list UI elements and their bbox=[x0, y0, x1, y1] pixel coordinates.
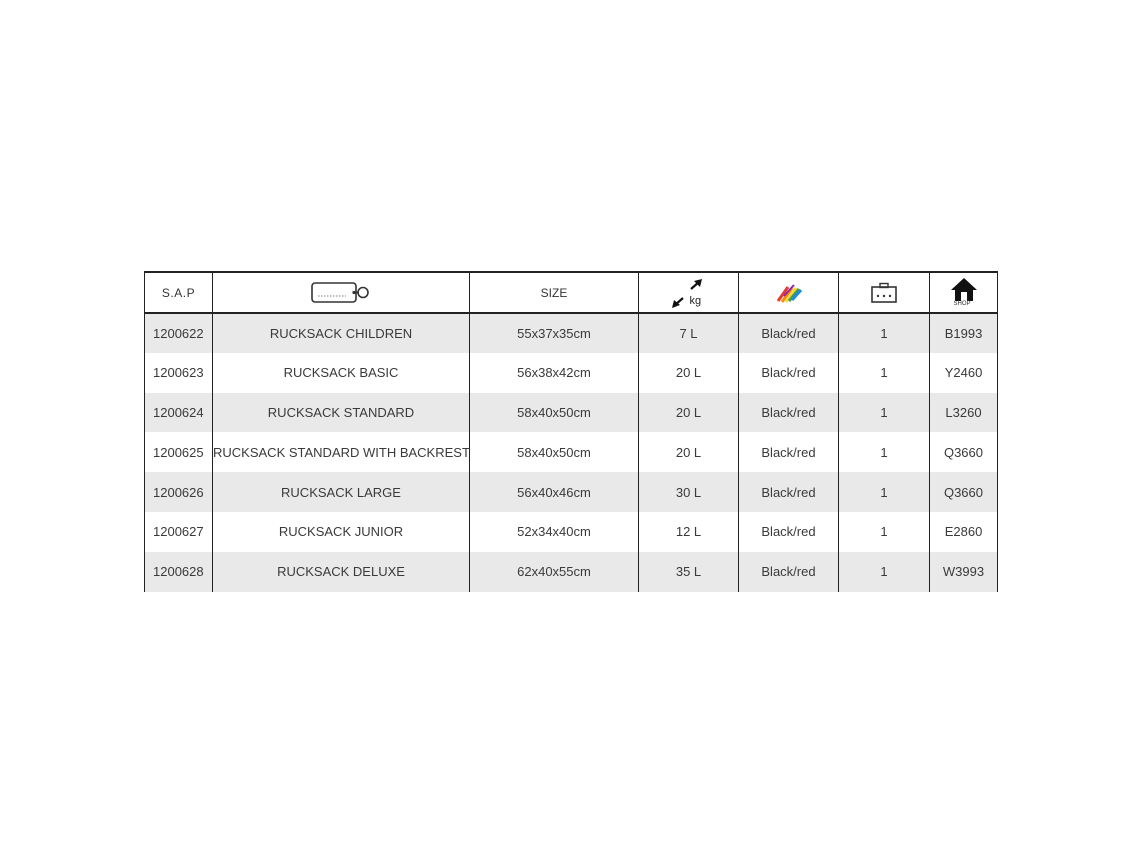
quantity-cell: 1 bbox=[839, 393, 930, 433]
product-name-cell: RUCKSACK DELUXE bbox=[213, 552, 470, 592]
sap-cell: 1200627 bbox=[145, 512, 213, 552]
size-cell: 58x40x50cm bbox=[470, 432, 639, 472]
shop-house-icon bbox=[950, 276, 978, 310]
header-quantity bbox=[839, 272, 930, 313]
table-row bbox=[145, 432, 998, 472]
size-cell: 62x40x55cm bbox=[470, 552, 639, 592]
quantity-cell: 1 bbox=[839, 432, 930, 472]
table-row bbox=[145, 472, 998, 512]
table-header-row bbox=[145, 272, 998, 313]
color-cell: Black/red bbox=[739, 432, 839, 472]
size-cell: 56x38x42cm bbox=[470, 353, 639, 393]
quantity-cell: 1 bbox=[839, 472, 930, 512]
color-cell: Black/red bbox=[739, 552, 839, 592]
color-cell: Black/red bbox=[739, 313, 839, 353]
table-row bbox=[145, 552, 998, 592]
box-package-icon bbox=[870, 282, 898, 304]
table-row bbox=[145, 512, 998, 552]
tag-label-icon bbox=[310, 280, 372, 306]
quantity-cell: 1 bbox=[839, 512, 930, 552]
sap-cell: 1200622 bbox=[145, 313, 213, 353]
volume-cell: 20 L bbox=[639, 353, 739, 393]
reference-cell: W3993 bbox=[930, 552, 998, 592]
header-shop bbox=[930, 272, 998, 313]
product-table bbox=[144, 271, 998, 592]
sap-cell: 1200623 bbox=[145, 353, 213, 393]
table-row bbox=[145, 393, 998, 433]
header-volume bbox=[639, 272, 739, 313]
table-body bbox=[145, 313, 998, 592]
reference-cell: L3260 bbox=[930, 393, 998, 433]
reference-cell: Q3660 bbox=[930, 472, 998, 512]
size-cell: 52x34x40cm bbox=[470, 512, 639, 552]
product-name-cell: RUCKSACK STANDARD WITH BACKREST bbox=[213, 432, 470, 472]
product-name-cell: RUCKSACK CHILDREN bbox=[213, 313, 470, 353]
size-cell: 56x40x46cm bbox=[470, 472, 639, 512]
volume-unit-label: kg bbox=[689, 294, 702, 307]
reference-cell: E2860 bbox=[930, 512, 998, 552]
header-size: SIZE bbox=[470, 272, 639, 313]
sap-cell: 1200625 bbox=[145, 432, 213, 472]
volume-cell: 12 L bbox=[639, 512, 739, 552]
product-name-cell: RUCKSACK JUNIOR bbox=[213, 512, 470, 552]
product-name-cell: RUCKSACK BASIC bbox=[213, 353, 470, 393]
table-row bbox=[145, 313, 998, 353]
product-name-cell: RUCKSACK STANDARD bbox=[213, 393, 470, 433]
sap-cell: 1200626 bbox=[145, 472, 213, 512]
quantity-cell: 1 bbox=[839, 552, 930, 592]
header-sap: S.A.P bbox=[145, 272, 213, 313]
color-cell: Black/red bbox=[739, 393, 839, 433]
table-row bbox=[145, 353, 998, 393]
color-palette-icon bbox=[774, 281, 804, 305]
color-cell: Black/red bbox=[739, 472, 839, 512]
sap-cell: 1200624 bbox=[145, 393, 213, 433]
volume-cell: 30 L bbox=[639, 472, 739, 512]
dimensions-arrows-icon bbox=[669, 276, 709, 310]
quantity-cell: 1 bbox=[839, 313, 930, 353]
volume-cell: 20 L bbox=[639, 432, 739, 472]
color-cell: Black/red bbox=[739, 512, 839, 552]
header-name bbox=[213, 272, 470, 313]
volume-cell: 35 L bbox=[639, 552, 739, 592]
volume-cell: 7 L bbox=[639, 313, 739, 353]
sap-cell: 1200628 bbox=[145, 552, 213, 592]
reference-cell: B1993 bbox=[930, 313, 998, 353]
product-name-cell: RUCKSACK LARGE bbox=[213, 472, 470, 512]
quantity-cell: 1 bbox=[839, 353, 930, 393]
color-cell: Black/red bbox=[739, 353, 839, 393]
shop-label: SHOP bbox=[953, 300, 971, 307]
reference-cell: Y2460 bbox=[930, 353, 998, 393]
reference-cell: Q3660 bbox=[930, 432, 998, 472]
header-color bbox=[739, 272, 839, 313]
size-cell: 55x37x35cm bbox=[470, 313, 639, 353]
size-cell: 58x40x50cm bbox=[470, 393, 639, 433]
volume-cell: 20 L bbox=[639, 393, 739, 433]
